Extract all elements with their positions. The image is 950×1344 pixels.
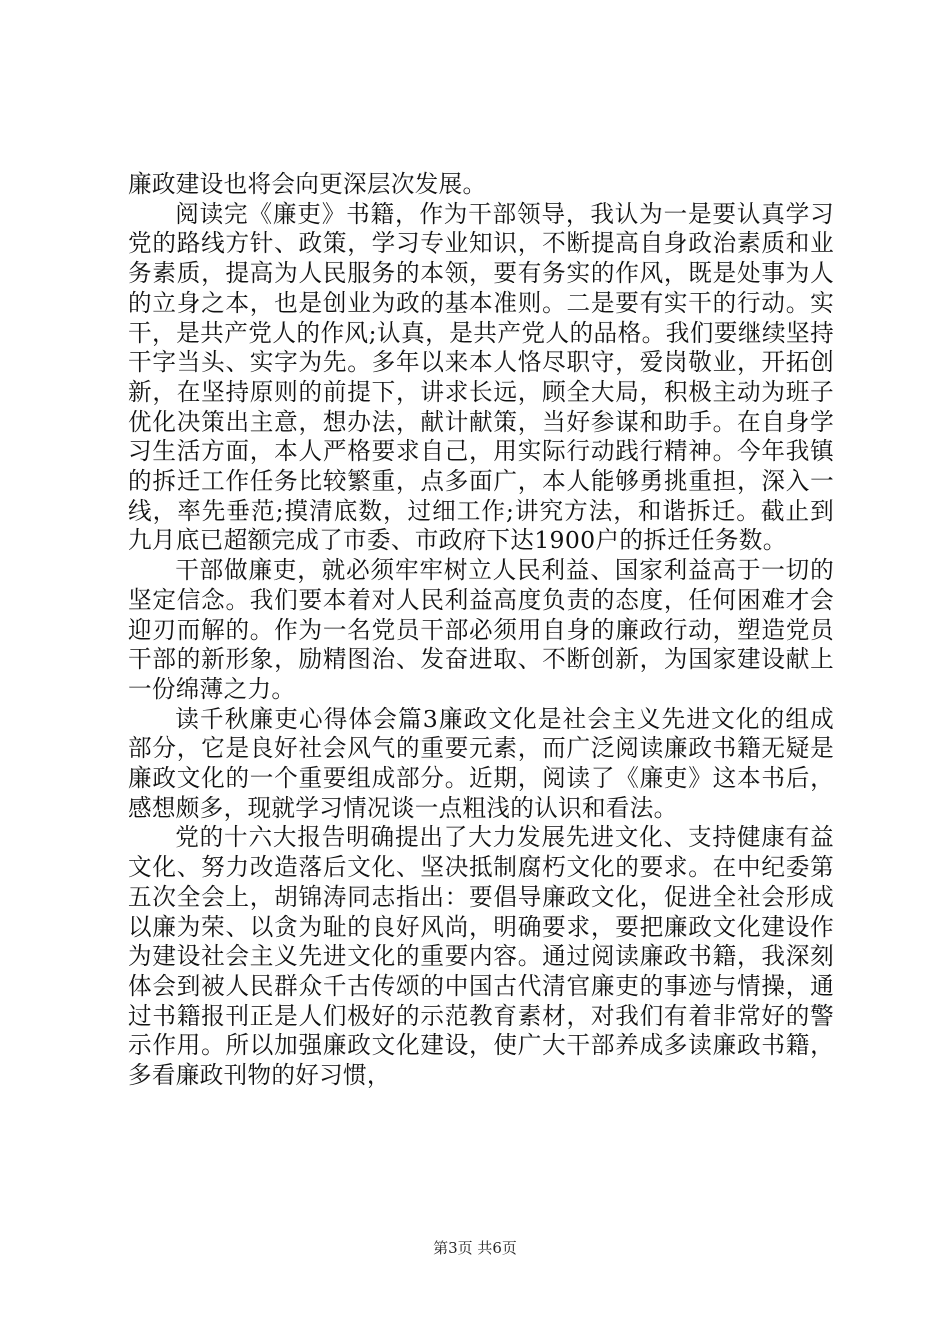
body-text [128,170,834,1091]
page-number-footer: 第3页 共6页 [433,1239,517,1257]
paragraph-5: 党的十六大报告明确提出了大力发展先进文化、支持健康有益文化、努力改造落后文化、坚决抵制腐朽文化的要求。在中纪委第五次全会上，胡锦涛同志指出：要倡导廉政文化，促进全社会形成以廉为荣、以贪为耻的良好风尚，明确要求，要把廉政文化建设作为建设社会主义先进文化的重要内容。通过阅读廉政书籍，我深刻体会到被人民群众千古传颂的中国古代清官廉吏的事迹与情操，通过书籍报刊正是人们极好的示范教育素材，对我们有着非常好的警示作用。所以加强廉政文化建设，使广大干部养成多读廉政书籍，多看廉政刊物的好习惯， [128,823,834,1090]
paragraph-2: 阅读完《廉吏》书籍，作为干部领导，我认为一是要认真学习党的路线方针、政策，学习专业知识，不断提高自身政治素质和业务素质，提高为人民服务的本领，要有务实的作风，既是处事为人的立身之本，也是创业为政的基本准则。二是要有实干的行动。实干，是共产党人的作风;认真，是共产党人的品格。我们要继续坚持干字当头、实字为先。多年以来本人恪尽职守，爱岗敬业，开拓创新，在坚持原则的前提下，讲求长远，顾全大局，积极主动为班子优化决策出主意，想办法，献计献策，当好参谋和助手。在自身学习生活方面，本人严格要求自己，用实际行动践行精神。今年我镇的拆迁工作任务比较繁重，点多面广，本人能够勇挑重担，深入一线，率先垂范;摸清底数，过细工作;讲究方法，和谐拆迁。截止到九月底已超额完成了市委、市政府下达1900户的拆迁任务数。 [128,199,834,555]
paragraph-1: 廉政建设也将会向更深层次发展。 [128,170,487,198]
paragraph-4: 读千秋廉吏心得体会篇3廉政文化是社会主义先进文化的组成部分，它是良好社会风气的重要元素，而广泛阅读廉政书籍无疑是廉政文化的一个重要组成部分。近期，阅读了《廉吏》这本书后，感想颇多，现就学习情况谈一点粗浅的认识和看法。 [128,704,834,822]
paragraph-3: 干部做廉吏，就必须牢牢树立人民利益、国家利益高于一切的坚定信念。我们要本着对人民利益高度负责的态度，任何困难才会迎刃而解的。作为一名党员干部必须用自身的廉政行动，塑造党员干部的新形象，励精图治、发奋进取、不断创新，为国家建设献上一份绵薄之力。 [128,556,834,703]
